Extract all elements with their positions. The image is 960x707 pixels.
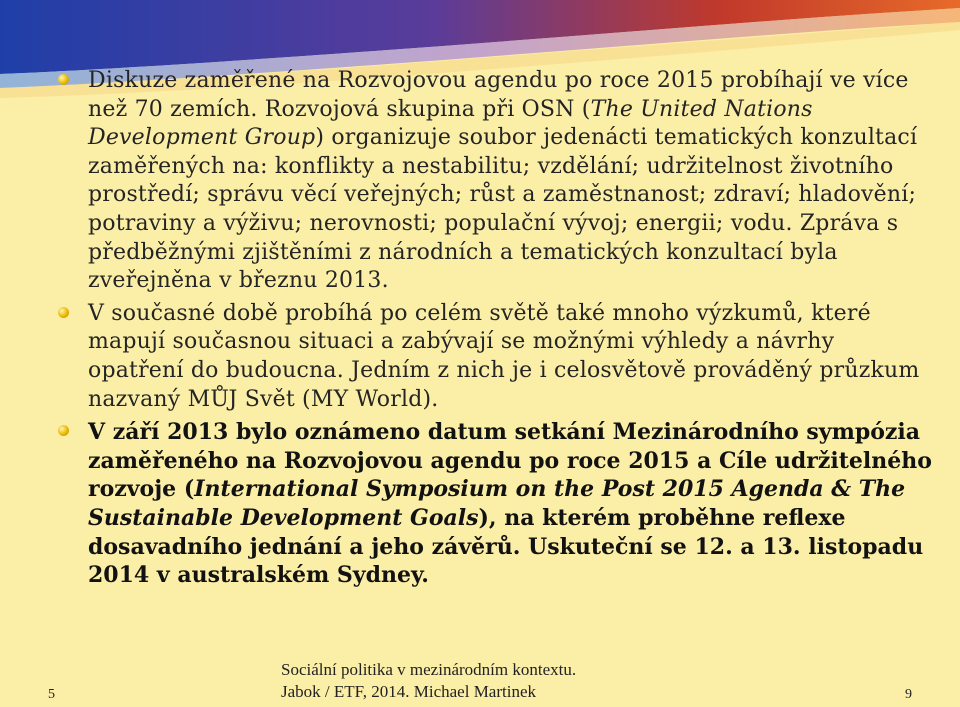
bullet-dot-icon [58,425,69,436]
footer-course-title: Sociální politika v mezinárodním kontextu. [281,660,577,679]
page-number: 9 [905,687,912,702]
slide-body [54,67,934,594]
slide-footer [0,647,960,707]
text-run: Diskuze zaměřené na Rozvojovou agendu po roce 2015 probíhají ve více než 70 zemích. Rozvojová skupina při OSN ( [88,68,909,122]
bullet-text [88,419,932,588]
bullet-item [54,67,934,296]
bullet-dot-icon [58,74,69,85]
text-run: ), na kterém proběhne reflexe dosavadního jednání a jeho závěrů. Uskuteční se 12. a 13. listopadu 2014 v australském Sydney. [88,504,924,589]
footer-credit [281,659,576,703]
bullet-text [88,301,920,412]
text-run: ) organizuje soubor jedenácti tematických konzultací zaměřených na: konflikty a nestabilitu; vzdělání; udržitelnost životního prostředí; správu věcí veřejných; růst a zaměstnanost; zdraví; hladovění; potraviny a výživu; nerovnosti; populační vývoj; energii; vodu. Zpráva s předběžnými zjištěními z národních a tematických konzultací byla zveřejněna v březnu 2013. [88,125,918,294]
footer-author: Jabok / ETF, 2014. Michael Martinek [281,682,537,701]
slide-number: 5 [48,687,55,702]
bullet-item [54,300,934,414]
italic-phrase: International Symposium on the Post 2015 Agenda & The Sustainable Development Goals [88,476,906,531]
bullet-text [88,68,917,293]
italic-phrase: The United Nations Development Group [88,96,813,151]
text-run: V září 2013 bylo oznámeno datum setkání Mezinárodního sympózia zaměřeného na Rozvojovou agendu po roce 2015 a Cíle udržitelného rozvoje ( [88,419,932,503]
text-run: V současné době probíhá po celém světě také mnoho výzkumů, které mapují současnou situaci a zabývají se možnými výhledy a návrhy opatření do budoucna. Jedním z nich je i celosvětově prováděný průzkum nazvaný MŮJ Svět (MY World). [88,300,920,412]
bullet-item [54,418,934,590]
bullet-dot-icon [58,307,69,318]
